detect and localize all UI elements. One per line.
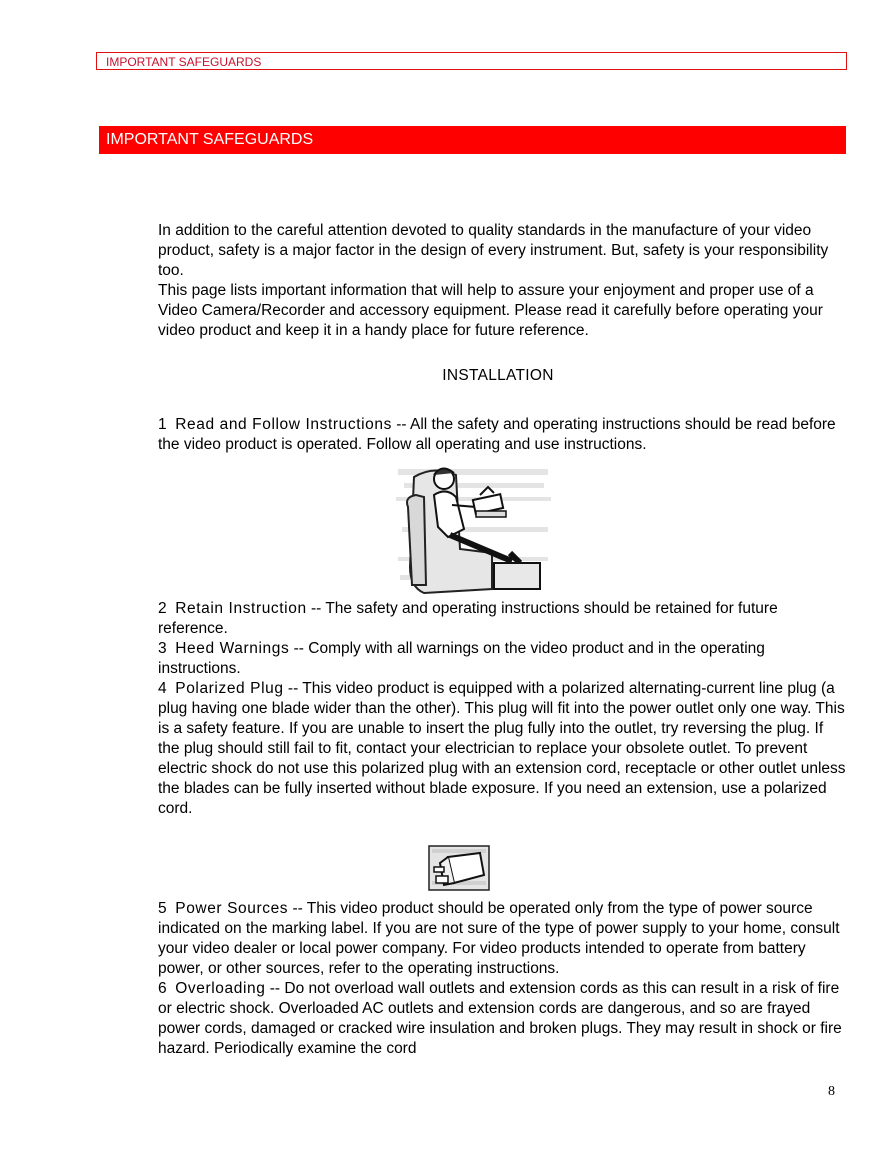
item-title: Heed Warnings	[175, 640, 290, 657]
section-banner	[99, 126, 846, 154]
instruction-item-6	[158, 979, 848, 1059]
item-text: -- Do not overload wall outlets and extension cords as this can result in a risk of fire or electric shock. Overloaded AC outlets and extension cords are dangerous, and so are frayed power cords, damaged or cracked wire insulation and broken plugs. They may result in shock or fire hazard. Periodically examine the cord	[158, 980, 842, 1057]
instruction-item-5	[158, 899, 848, 979]
instruction-item-2	[158, 599, 848, 639]
item-number: 5	[158, 900, 167, 917]
item-text: -- Comply with all warnings on the video product and in the operating instructions.	[158, 640, 765, 677]
running-header-label: IMPORTANT SAFEGUARDS	[106, 55, 262, 69]
reading-man-illustration	[394, 457, 556, 597]
instruction-item-1	[158, 415, 848, 455]
item-title: Polarized Plug	[175, 680, 284, 697]
running-header	[96, 52, 847, 70]
item-title: Power Sources	[175, 900, 289, 917]
item-text: -- This video product is equipped with a polarized alternating-current line plug (a plug having one blade wider than the other). This plug will fit into the power outlet only one way. This is a safety feature. If you are unable to insert the plug fully into the outlet, try reversing the plug. If the plug should still fail to fit, contact your electrician to replace your obsolete outlet. To prevent electric shock do not use this polarized plug with an extension cord, receptacle or other outlet unless the blades can be fully inserted without blade exposure. If you need an extension, use a polarized cord.	[158, 680, 846, 817]
item-number: 3	[158, 640, 167, 657]
page-number: 8	[828, 1084, 835, 1099]
item-number: 2	[158, 600, 167, 617]
item-number: 1	[158, 416, 167, 433]
installation-heading: INSTALLATION	[442, 367, 554, 384]
item-title: Overloading	[175, 980, 266, 997]
intro-paragraph-1: In addition to the careful attention devoted to quality standards in the manufacture of your video product, safety is a major factor in the design of every instrument. But, safety is your responsibility too.	[158, 222, 829, 279]
item-text: -- This video product should be operated only from the type of power source indicated on the marking label. If you are not sure of the type of power supply to your home, consult your video dealer or local power company. For video products intended to operate from battery power, or other sources, refer to the operating instructions.	[158, 900, 840, 977]
polarized-plug-illustration	[428, 845, 490, 891]
item-text: -- The safety and operating instructions should be retained for future reference.	[158, 600, 778, 637]
instruction-item-4	[158, 679, 848, 819]
item-number: 4	[158, 680, 167, 697]
instruction-items-5-6	[158, 899, 848, 1059]
intro-paragraph-2: This page lists important information that will help to assure your enjoyment and proper use of a Video Camera/Recorder and accessory equipment. Please read it carefully before operating your video product and keep it in a handy place for future reference.	[158, 282, 823, 339]
instruction-item-3	[158, 639, 848, 679]
item-number: 6	[158, 980, 167, 997]
item-title: Read and Follow Instructions	[175, 416, 392, 433]
item-text: -- All the safety and operating instructions should be read before the video product is operated. Follow all operating and use instructions.	[158, 416, 836, 453]
instruction-items-2-4	[158, 599, 848, 819]
item-title: Retain Instruction	[175, 600, 307, 617]
section-banner-title: IMPORTANT SAFEGUARDS	[106, 131, 314, 148]
intro-block	[158, 221, 848, 341]
